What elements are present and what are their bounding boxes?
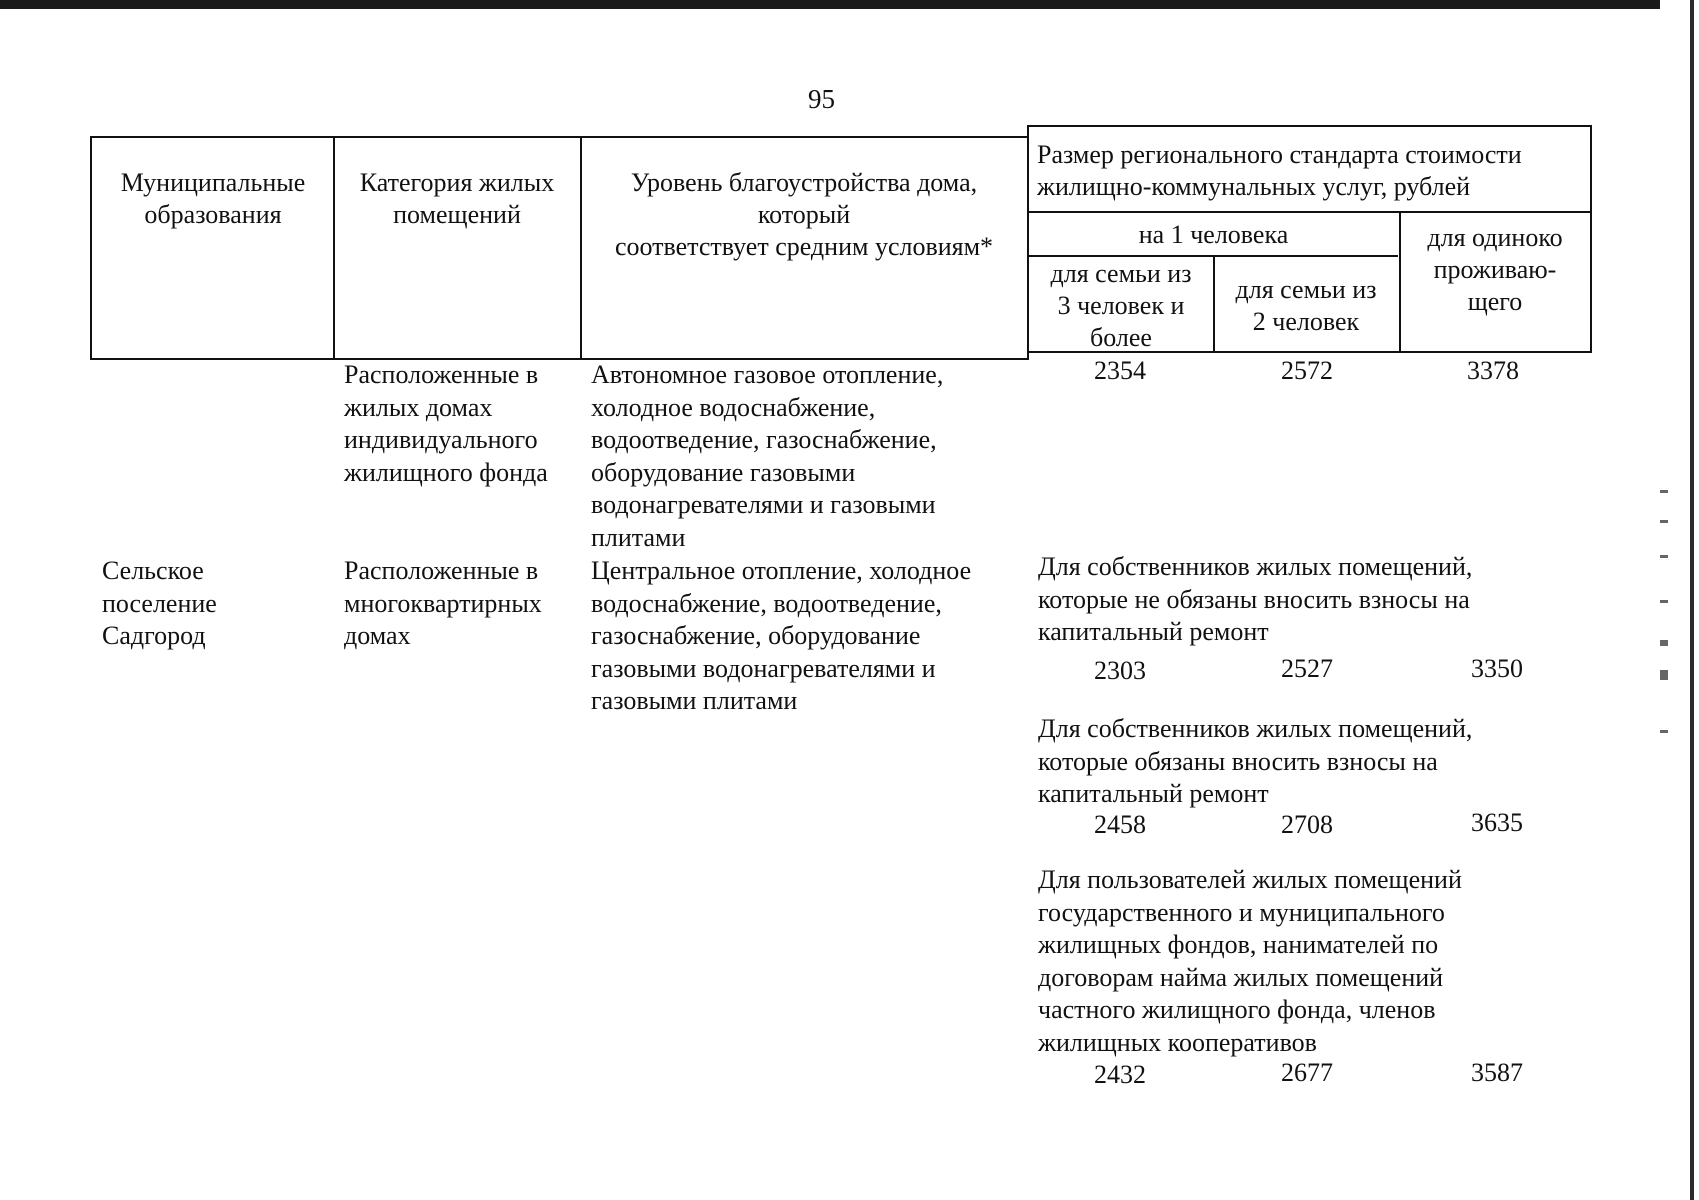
- row1-value-single: 3378: [1467, 356, 1519, 385]
- group3-value-family3: 2432: [1094, 1060, 1146, 1089]
- group2-value-single: 3635: [1471, 808, 1523, 837]
- scan-mark: [1660, 670, 1668, 680]
- right-scan-edge: [1690, 0, 1694, 1200]
- group1-value-single: 3350: [1471, 654, 1523, 683]
- group3-value-single: 3587: [1471, 1058, 1523, 1087]
- header-family2-line1: для семьи из: [1235, 275, 1377, 304]
- header-amenities-line1: Уровень благоустройства дома,: [630, 168, 978, 197]
- row2-amenities: Центральное отопление, холодное водоснабжение, водоотведение, газоснабжение, оборудование газовыми водонагревателями и газовыми плитами: [591, 556, 972, 715]
- header-single-line3: щего: [1467, 287, 1523, 316]
- row1-value-family2: 2572: [1281, 356, 1333, 385]
- group3-value-family2: 2677: [1281, 1058, 1333, 1087]
- header-single-line2: проживаю-: [1433, 255, 1557, 284]
- header-family3-line1: для семьи из: [1050, 259, 1192, 288]
- group2-value-family3: 2458: [1094, 810, 1146, 839]
- row1-amenities: Автономное газовое отопление, холодное водоснабжение, водоотведение, газоснабжение, оборудование газовыми водонагревателями и газовыми плитами: [591, 360, 944, 552]
- header-housing-category: Категория жилых помещений: [359, 168, 555, 229]
- group3-caption: Для пользователей жилых помещений государственного и муниципального жилищных фондов, нанимателей по договорам найма жилых помещений частного жилищного фонда, членов жилищных кооперативов: [1038, 865, 1462, 1057]
- group2-caption: Для собственников жилых помещений, которые обязаны вносить взносы на капитальный ремонт: [1038, 714, 1473, 808]
- row1-category: Расположенные в жилых домах индивидуального жилищного фонда: [344, 360, 548, 487]
- header-divider-h1: [1028, 211, 1591, 213]
- header-divider-2: [580, 136, 582, 360]
- header-family2-line2: 2 человек: [1252, 307, 1360, 336]
- header-family3-line3: более: [1090, 323, 1152, 352]
- page-number: 95: [808, 84, 835, 114]
- group1-value-family3: 2303: [1094, 656, 1146, 685]
- scan-mark: [1660, 640, 1668, 646]
- header-standard-line2: жилищно-коммунальных услуг, рублей: [1037, 172, 1471, 201]
- header-per-person: на 1 человека: [1138, 220, 1289, 249]
- header-municipalities: Муниципальные образования: [120, 168, 306, 229]
- top-scan-rule: [0, 0, 1660, 9]
- row1-value-family3: 2354: [1094, 356, 1146, 385]
- scan-mark: [1660, 490, 1668, 493]
- header-divider-1: [333, 136, 335, 360]
- header-amenities-line3: соответствует средним условиям*: [614, 232, 994, 261]
- header-family3-line2: 3 человек и: [1057, 291, 1185, 320]
- group2-value-family2: 2708: [1281, 810, 1333, 839]
- scan-mark: [1660, 520, 1668, 523]
- group1-caption: Для собственников жилых помещений, которые не обязаны вносить взносы на капитальный ремонт: [1038, 552, 1473, 646]
- municipality-name: Сельское поселение Садгород: [102, 556, 217, 650]
- row2-category: Расположенные в многоквартирных домах: [344, 556, 542, 650]
- header-amenities-line2: который: [757, 200, 851, 229]
- header-standard-line1: Размер регионального стандарта стоимости: [1037, 140, 1522, 169]
- scan-mark: [1660, 555, 1668, 558]
- scan-mark: [1660, 730, 1668, 733]
- header-single-line1: для одиноко: [1427, 223, 1563, 252]
- group1-value-family2: 2527: [1281, 654, 1333, 683]
- scan-mark: [1660, 600, 1668, 603]
- scan-margin-marks: [1660, 480, 1682, 740]
